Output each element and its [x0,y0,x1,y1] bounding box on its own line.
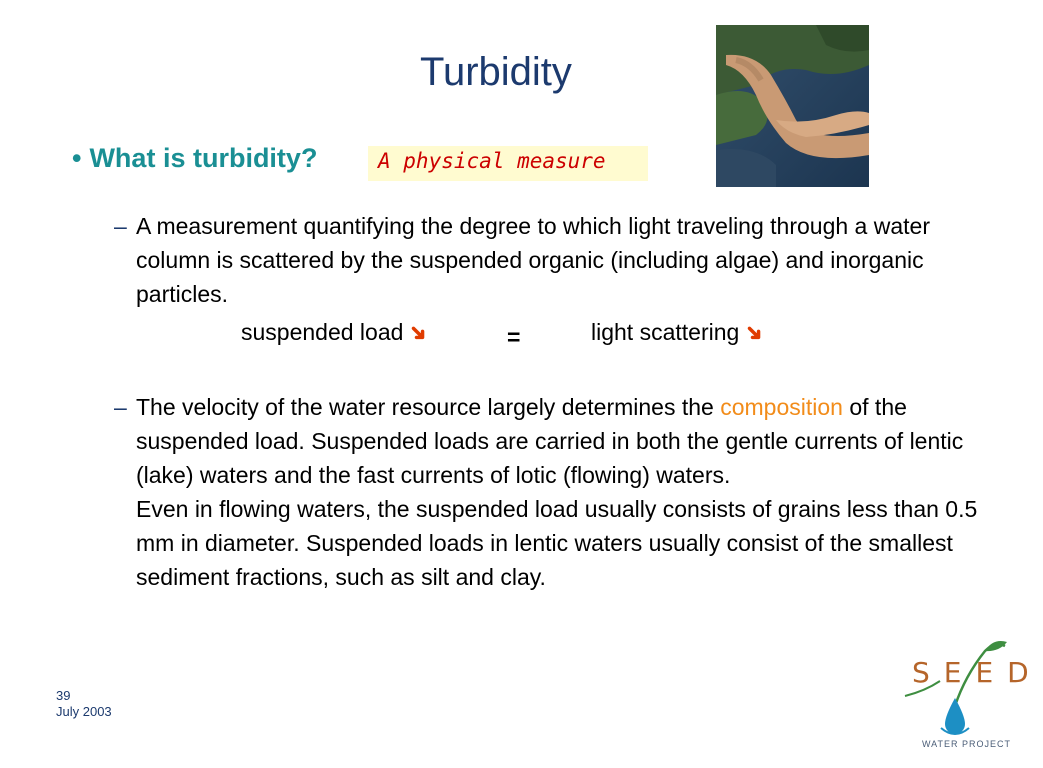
page-number: 39 [56,688,71,703]
logo-subtitle: WATER PROJECT [922,739,1011,749]
river-aerial-photo [716,25,869,187]
equation-right [591,315,771,350]
equation-left [241,315,435,350]
callout-box: A physical measure [368,146,648,181]
arrow-up-right-icon: ➜ [739,317,771,349]
arrow-up-right-icon: ➜ [403,317,435,349]
bullet-question-text: What is turbidity? [89,143,318,173]
equation-left-text: suspended load [241,319,404,345]
equation-equals: = [507,324,521,350]
dash-marker: – [114,394,127,420]
bullet-question [72,143,317,174]
slide-footer [56,688,112,720]
logo-letters: SEED [912,656,1043,689]
seed-logo [895,636,1015,756]
bullet-marker: • [72,143,82,173]
dash-marker: – [114,213,127,239]
point-velocity-composition [136,390,996,594]
equation-right-text: light scattering [591,319,740,345]
point2-continuation: Even in flowing waters, the suspended load usually consists of grains less than 0.5 mm in diameter. Suspended loads in lentic waters usually consist of the smallest sediment fractions, such as silt and clay. [136,496,978,590]
point2-before: The velocity of the water resource largely determines the [136,394,721,420]
footer-date: July 2003 [56,704,112,719]
point-measurement-definition: A measurement quantifying the degree to which light traveling through a water column is scattered by the suspended organic (including algae) and inorganic particles. [136,213,930,307]
point2-after: of the suspended load. Suspended loads are carried in both the gentle currents of lentic (lake) waters and the fast currents of lotic (flowing) waters. [136,394,964,488]
slide-title: Turbidity [420,50,572,94]
highlight-composition: composition [720,394,843,420]
